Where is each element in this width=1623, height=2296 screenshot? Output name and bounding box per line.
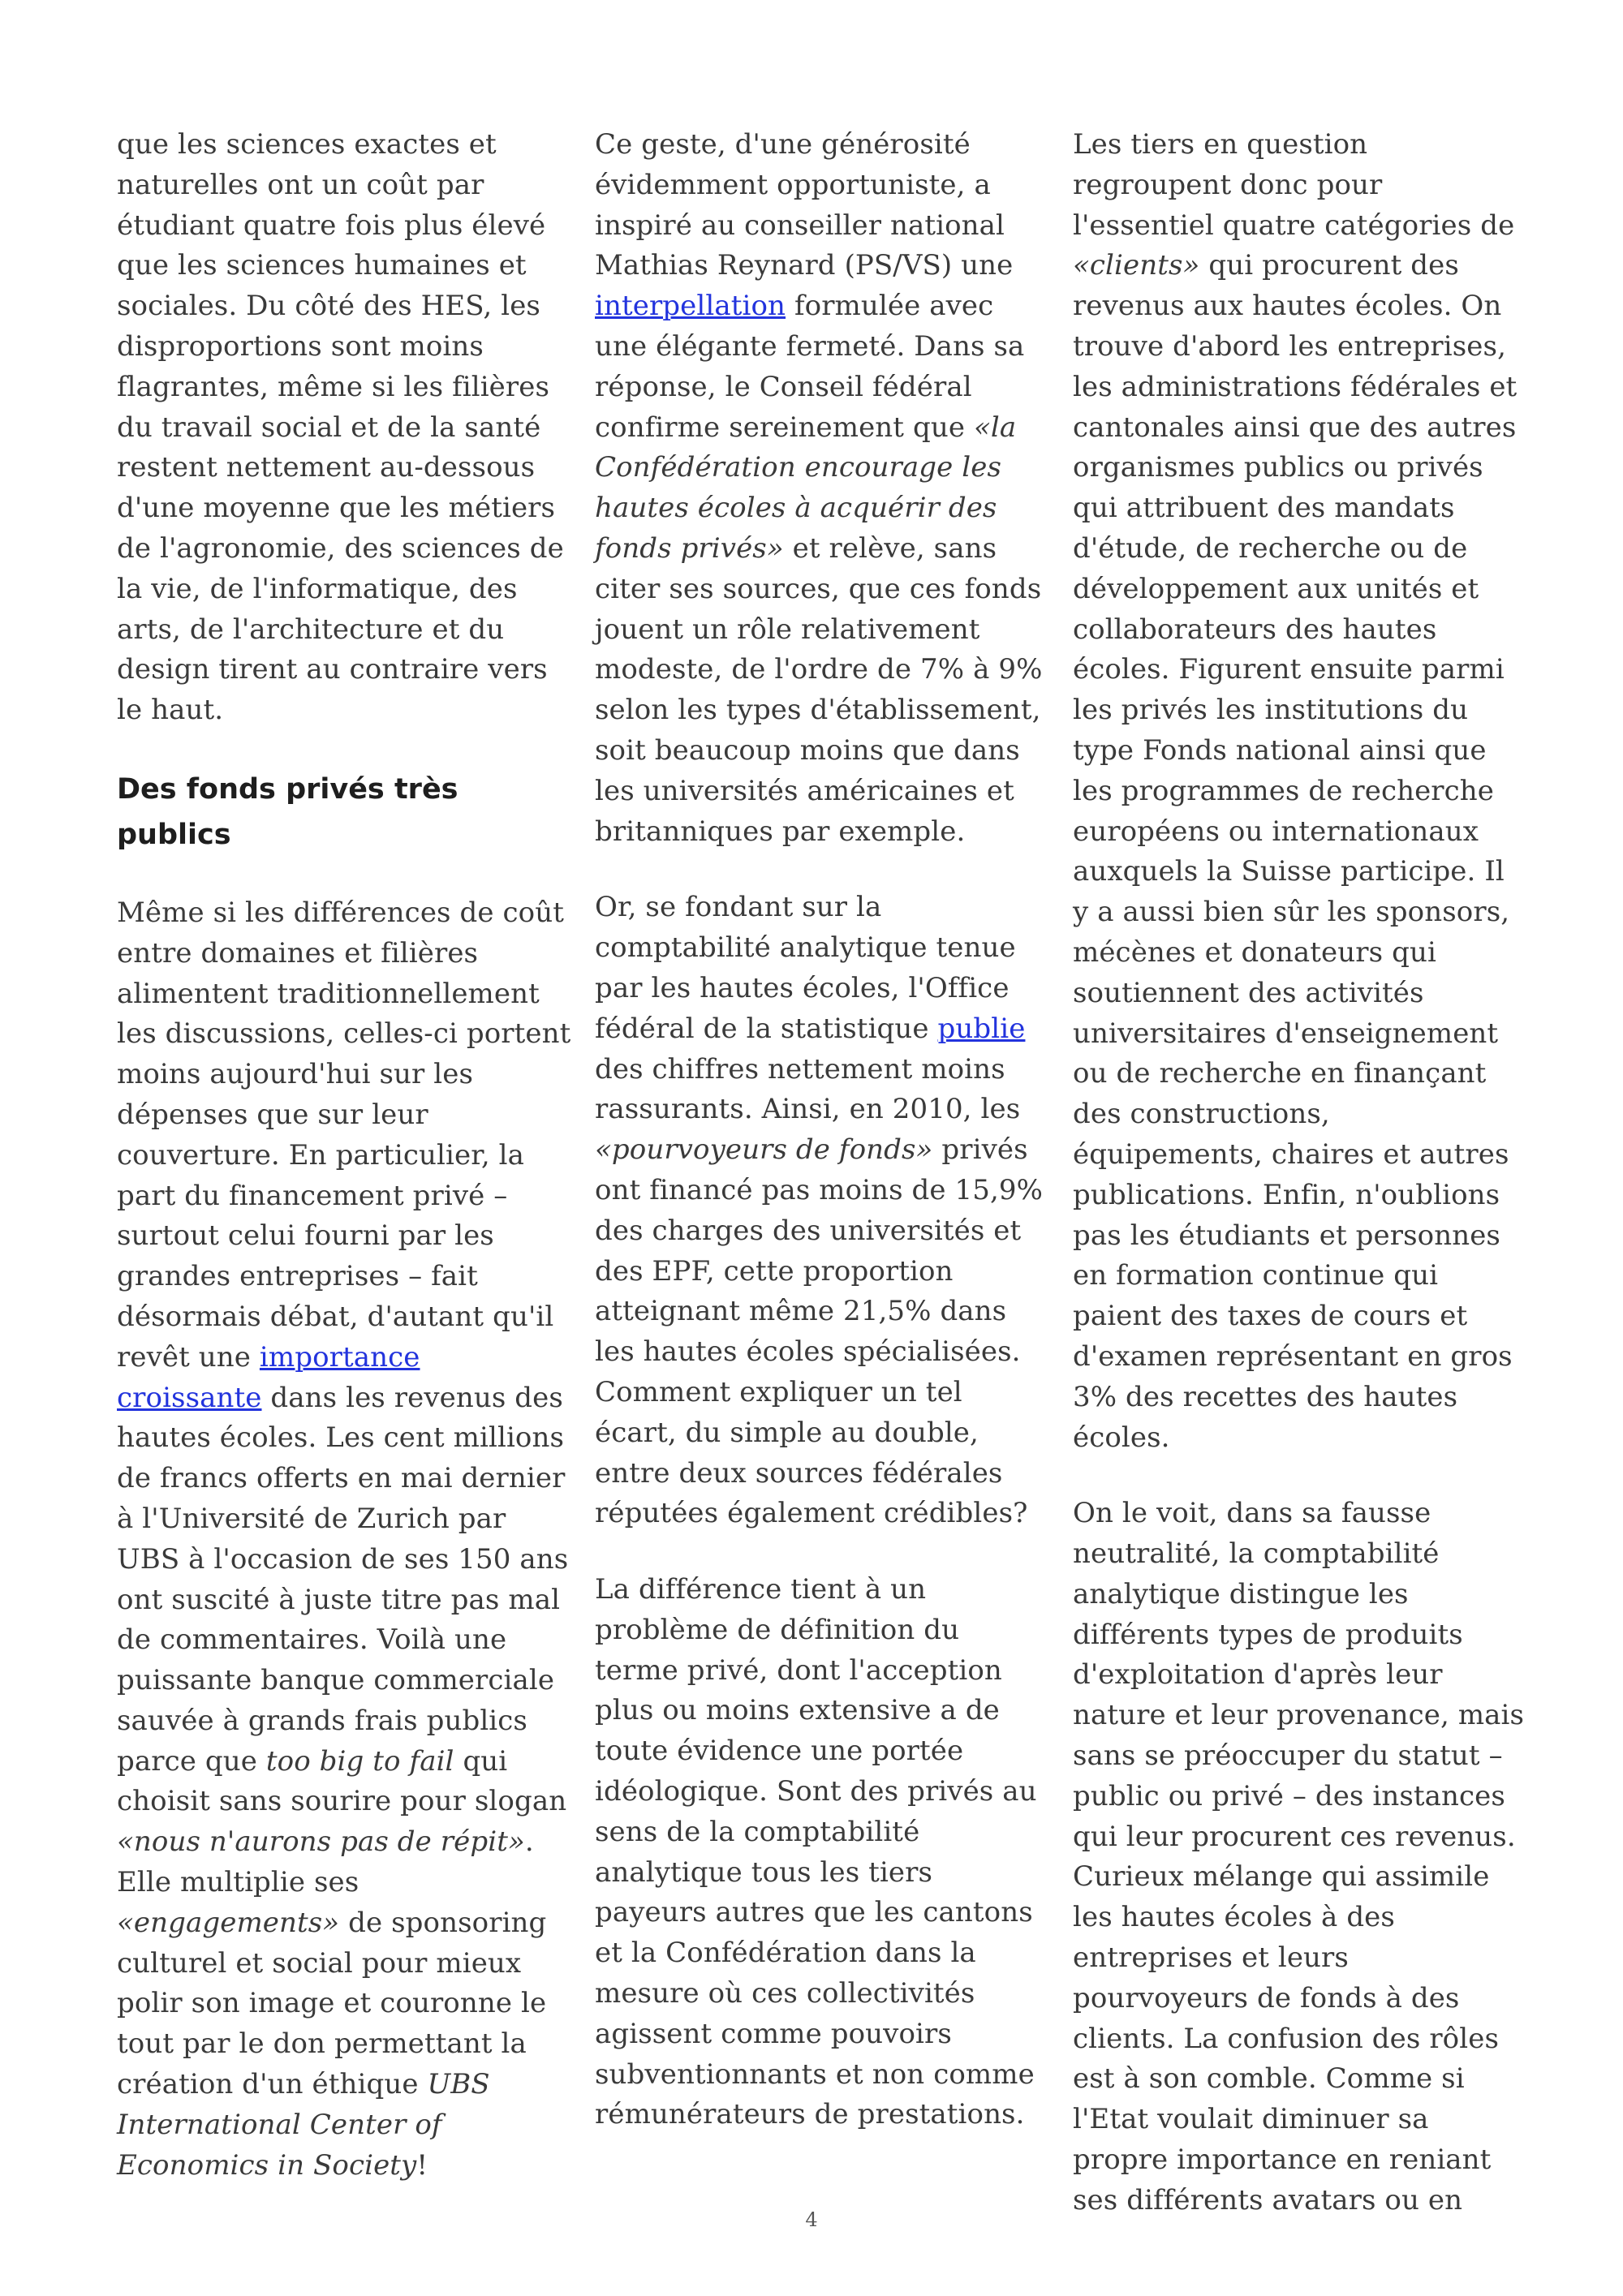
column-2 xyxy=(595,125,1049,2171)
section-heading: Des fonds privés très publics xyxy=(117,772,458,851)
paragraph-text: ! xyxy=(416,2148,428,2182)
paragraph xyxy=(1073,125,1527,1458)
emphasis-text: UBS International Center of Economics in Society xyxy=(117,2068,490,2182)
paragraph-text: Ce geste, d'une générosité évidemment opportuniste, a inspiré au conseiller national Mathias Reynard (PS/VS) une xyxy=(595,128,1014,282)
paragraph-text: qui choisit sans sourire pour slogan xyxy=(117,1744,567,1818)
interpellation-link[interactable]: interpellation xyxy=(595,290,786,323)
paragraph-text: que les sciences exactes et naturelles ont un coût par étudiant quatre fois plus élevé que les sciences humaines et sociales. Du côté des HES, les disproportions sont moins flagrantes, même si les filières du travail social et de la santé restent nettement au-dessous d'une moyenne que les métiers de l'agronomie, des sciences de la vie, de l'informatique, des arts, de l'architecture et du design tirent au contraire vers le haut. xyxy=(117,128,564,727)
paragraph xyxy=(595,888,1049,1534)
column-1 xyxy=(117,125,571,2221)
paragraph-text: formulée avec une élégante fermeté. Dans sa réponse, le Conseil fédéral confirme sereinement que xyxy=(595,290,1025,444)
emphasis-text: «nous n'aurons pas de répit» xyxy=(117,1825,525,1859)
paragraph xyxy=(117,893,571,2186)
paragraph-text: dans les revenus des hautes écoles. Les cent millions de francs offerts en mai dernier à l'Université de Zurich par UBS à l'occasion de ses 150 ans ont suscité à juste titre pas mal de commentaires. Voilà une puissante banque commerciale sauvée à grands frais publics parce que xyxy=(117,1381,569,1778)
paragraph-text: privés ont financé pas moins de 15,9% des charges des universités et des EPF, cette proportion atteignant même 21,5% dans les hautes écoles spécialisées. Comment expliquer un tel écart, du simple au double, entre deux sources fédérales réputées également crédibles? xyxy=(595,1133,1044,1530)
column-3 xyxy=(1073,125,1527,2257)
paragraph-text: des chiffres nettement moins rassurants. Ainsi, en 2010, les xyxy=(595,1052,1021,1126)
paragraph xyxy=(595,125,1049,852)
paragraph-text: Les tiers en question regroupent donc pour l'essentiel quatre catégories de xyxy=(1073,128,1515,242)
paragraph-text: et relève, sans citer ses sources, que ces fonds jouent un rôle relativement modeste, de l'ordre de 7% à 9% selon les types d'établissement, soit beaucoup moins que dans les universités américaines et britanniques par exemple. xyxy=(595,531,1043,848)
emphasis-text: too big to fail xyxy=(265,1744,454,1778)
emphasis-text: «clients» xyxy=(1073,249,1200,282)
paragraph-text: de sponsoring culturel et social pour mieux polir son image et couronne le tout par le don permettant la création d'un éthique xyxy=(117,1906,547,2101)
paragraph xyxy=(117,125,571,731)
paragraph xyxy=(1073,1494,1527,2221)
paragraph-text: Or, se fondant sur la comptabilité analytique tenue par les hautes écoles, l'Office fédéral de la statistique xyxy=(595,891,1016,1045)
paragraph xyxy=(595,1570,1049,2135)
emphasis-text: «la Confédération encourage les hautes écoles à acquérir des fonds privés» xyxy=(595,411,1017,565)
importance-croissante-link[interactable]: importance croissante xyxy=(117,1340,420,1414)
paragraph-text: . Elle multiplie ses xyxy=(117,1825,534,1899)
paragraph-text: On le voit, dans sa fausse neutralité, la comptabilité analytique distingue les différents types de produits d'exploitation d'après leur nature et leur provenance, mais sans se préoccuper du statut – public ou privé – des instances qui leur procurent ces revenus. Curieux mélange qui assimile les hautes écoles à des entreprises et leurs pourvoyeurs de fonds à des clients. La confusion des rôles est à son comble. Comme si l'Etat voulait diminuer sa propre importance en reniant ses différents avatars ou en xyxy=(1073,1497,1525,2216)
emphasis-text: «pourvoyeurs de fonds» xyxy=(595,1133,933,1167)
emphasis-text: «engagements» xyxy=(117,1906,340,1939)
paragraph-text: qui procurent des revenus aux hautes écoles. On trouve d'abord les entreprises, les administrations fédérales et cantonales ainsi que des autres organismes publics ou privés qui attribuent des mandats d'étude, de recherche ou de développement aux unités et collaborateurs des hautes écoles. Figurent ensuite parmi les privés les institutions du type Fonds national ainsi que les programmes de recherche européens ou internationaux auxquels la Suisse participe. Il y a aussi bien sûr les sponsors, mécènes et donateurs qui soutiennent des activités universitaires d'enseignement ou de recherche en finançant des constructions, équipements, chaires et autres publications. Enfin, n'oublions pas les étudiants et personnes en formation continue qui paient des taxes de cours et d'examen représentant en gros 3% des recettes des hautes écoles. xyxy=(1073,249,1518,1454)
paragraph-text: La différence tient à un problème de définition du terme privé, dont l'acception plus ou moins extensive a de toute évidence une portée idéologique. Sont des privés au sens de la comptabilité analytique tous les tiers payeurs autres que les cantons et la Confédération dans la mesure où ces collectivités agissent comme pouvoirs subventionnants et non comme rémunérateurs de prestations. xyxy=(595,1573,1037,2131)
page-number: 4 xyxy=(805,2208,818,2231)
publie-link[interactable]: publie xyxy=(937,1012,1026,1045)
paragraph-text: Même si les différences de coût entre domaines et filières alimentent traditionnellement les discussions, celles-ci portent moins aujourd'hui sur les dépenses que sur leur couverture. En particulier, la part du financement privé – surtout celui fourni par les grandes entreprises – fait désormais débat, d'autant qu'il revêt une xyxy=(117,896,571,1374)
